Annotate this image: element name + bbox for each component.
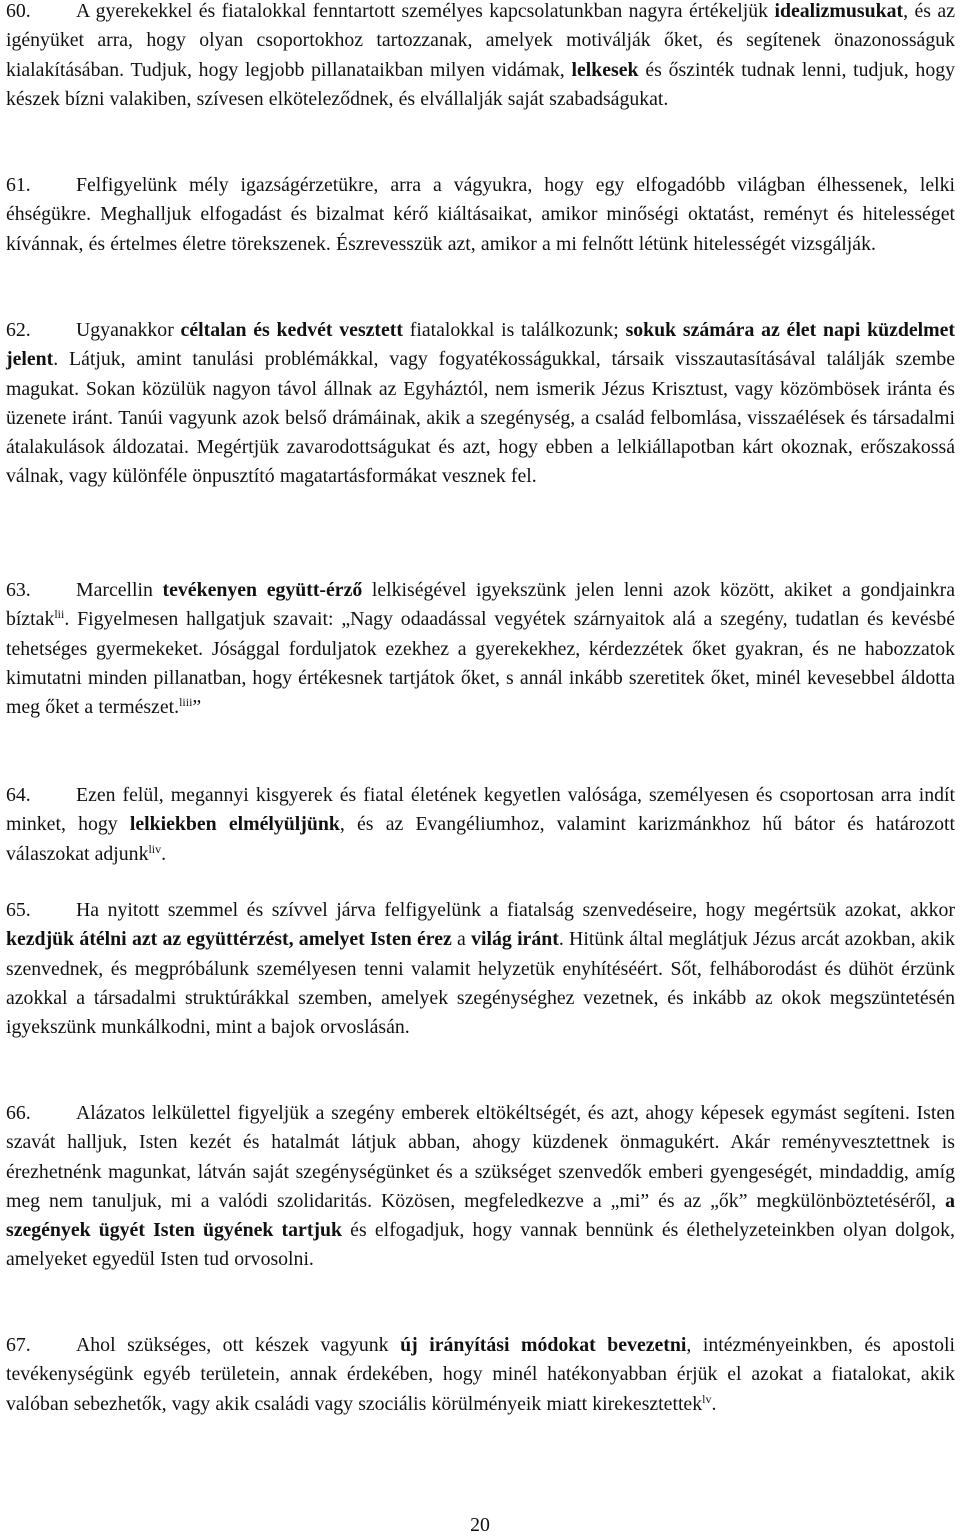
paragraph-number: 67.	[6, 1334, 31, 1356]
paragraph-text: Ahol szükséges, ott készek vagyunk	[76, 1334, 401, 1356]
paragraph-text: , intézményeinkben, és apostoli tevékenységünk egyéb területein, annak érdekében, hogy minél hatékonyabban érjük el azokat a fiatalokat, akik valóban sebezhetők, vagy akik családi vagy szociális körülményeik miatt kirekesztettek	[6, 1334, 956, 1415]
paragraph-text: Marcellin	[76, 579, 163, 601]
footnote-marker: lv	[702, 1391, 712, 1406]
paragraph-67	[6, 1331, 955, 1419]
bold-text: lelkesek	[571, 58, 639, 81]
paragraph-text: és elfogadjuk, hogy vannak bennünk és élethelyzeteinkben olyan dolgok, amelyeket egyedül Isten tud orvosolni.	[6, 1219, 955, 1271]
paragraph-65	[6, 896, 955, 1042]
paragraph-text: , és az igényüket arra, hogy olyan csoportokhoz tartozzanak, amelyek motiválják őket, és segítenek önazonosságuk kialakításában. Tudjuk, hogy legjobb pillanataikban milyen vidámak,	[6, 0, 955, 81]
paragraph-61	[6, 171, 955, 259]
bold-text: új irányítási módokat bevezetni	[400, 1334, 687, 1356]
paragraph-text: fiatalokkal is találkozunk;	[402, 319, 626, 341]
paragraph-text: . Látjuk, amint tanulási problémákkal, vagy fogyatékosságukkal, társaik visszautasításával találják szembe magukat. Sokan közülük nagyon távol állnak az Egyháztól, nem ismerik Jézus Krisztust, vagy közömbösek iránta és üzenete iránt. Tanúi vagyunk azok belső drámáinak, akik a szegénység, a család felbomlása, visszaélések és társadalmi átalakulások áldozatai. Megértjük zavarodottságukat és azt, hogy ebben a lelkiállapotban kárt okoznak, erőszakossá válnak, vagy különféle önpusztító magatartásformákat vesznek fel.	[6, 348, 955, 488]
bold-text: lelkiekben elmélyüljünk	[129, 813, 340, 836]
bold-text: világ iránt	[471, 928, 559, 951]
paragraph-number: 62.	[6, 319, 31, 341]
paragraph-text: Felfigyelünk mély igazságérzetükre, arra a vágyukra, hogy egy elfogadóbb világban élhessenek, lelki éhségükre. Meghalljuk elfogadást és bizalmat kérő kiáltásaikat, amikor minőségi oktatást, reményt és hitelességet kívánnak, és értelmes életre törekszenek. Észrevesszük azt, amikor a mi felnőtt létünk hitelességét vizsgálják.	[6, 174, 955, 255]
paragraph-66	[6, 1099, 955, 1275]
paragraph-text: a	[451, 928, 472, 951]
paragraph-text: Ugyanakkor	[76, 319, 181, 341]
footnote-marker: lii	[54, 607, 65, 622]
paragraph-number: 60.	[6, 0, 31, 22]
paragraph-text: .	[711, 1392, 717, 1415]
paragraph-62	[6, 316, 955, 492]
paragraph-number: 63.	[6, 579, 31, 601]
page-number: 20	[470, 1514, 490, 1536]
paragraph-63	[6, 576, 955, 722]
bold-text: a szegények ügyét Isten ügyének tartjuk	[6, 1189, 955, 1242]
footnote-marker: liv	[148, 841, 162, 856]
bold-text: idealizmusukat	[774, 0, 904, 22]
paragraph-text: és őszinték tudnak lenni, tudjuk, hogy készek bízni valakiben, szívesen elköteleződnek, és elvállalják saját szabadságukat.	[6, 58, 955, 110]
footnote-marker: liii	[179, 695, 193, 710]
paragraph-text: Ezen felül, megannyi kisgyerek és fiatal életének kegyetlen valósága, személyesen és csoportosan arra indít minket, hogy	[6, 784, 955, 836]
paragraph-text: , és az Evangéliumhoz, valamint karizmánkhoz hű bátor és határozott válaszokat adjunk	[6, 813, 955, 865]
paragraph-number: 61.	[6, 174, 31, 196]
paragraph-text: A gyerekekkel és fiatalokkal fenntartott személyes kapcsolatunkban nagyra értékeljük	[76, 0, 775, 22]
paragraph-number: 66.	[6, 1102, 31, 1124]
paragraph-text: .	[161, 842, 167, 865]
bold-text: sokuk számára az élet napi küzdelmet jelent	[6, 319, 955, 371]
paragraph-text: lelkiségével igyekszünk jelen lenni azok között, akiket a gondjainkra bíztak	[6, 579, 955, 631]
paragraph-text: ”	[192, 696, 202, 719]
bold-text: céltalan és kedvét vesztett	[180, 319, 403, 341]
paragraph-text: Alázatos lelkülettel figyeljük a szegény emberek eltökéltségét, és azt, ahogy képesek egymást segíteni. Isten szavát halljuk, Isten kezét és hatalmát látjuk abban, ahogy küzdenek önmagukért. Akár reményvesztettnek is érezhetnénk magunkat, látván saját szegénységünket és a szükséget szenvedők emberi gyengeségét, mindaddig, amíg meg nem tanuljuk, mi a valódi szolidaritás. Közösen, megfeledkezve a „mi” és az „ők” megkülönböztetéséről,	[6, 1102, 955, 1212]
paragraph-text: . Figyelmesen hallgatjuk szavait: „Nagy odaadással vegyétek szárnyaitok alá a szegény, tudatlan és kevésbé tehetséges gyermekeket. Jósággal forduljatok ezekhez a gyerekekhez, kérdezzétek őket gyakran, és ne habozzatok kimutatni minden pillanatban, hogy értékesnek tartjátok őket, s annál inkább szeretitek őket, minél kevesebbel áldotta meg őket a természet.	[6, 608, 955, 719]
paragraph-number: 64.	[6, 784, 31, 806]
paragraph-60	[6, 0, 955, 114]
paragraph-text: Ha nyitott szemmel és szívvel járva felfigyelünk a fiatalság szenvedéseire, hogy megértsük azokat, akkor	[76, 899, 955, 921]
paragraph-number: 65.	[6, 899, 31, 921]
bold-text: kezdjük átélni azt az együttérzést, amelyet Isten érez	[6, 928, 452, 951]
paragraph-64	[6, 781, 955, 869]
paragraph-text: . Hitünk által meglátjuk Jézus arcát azokban, akik szenvednek, és megpróbálunk személyesen tenni valamit helyzetük enyhítéséért. Sőt, felháborodást és dühöt érzünk azokkal a társadalmi struktúrákkal szemben, amelyek szegénységhez vezetnek, és inkább az okok megszüntetésén igyekszünk munkálkodni, mint a bajok orvoslásán.	[6, 928, 955, 1039]
bold-text: tevékenyen együtt-érző	[162, 579, 363, 601]
